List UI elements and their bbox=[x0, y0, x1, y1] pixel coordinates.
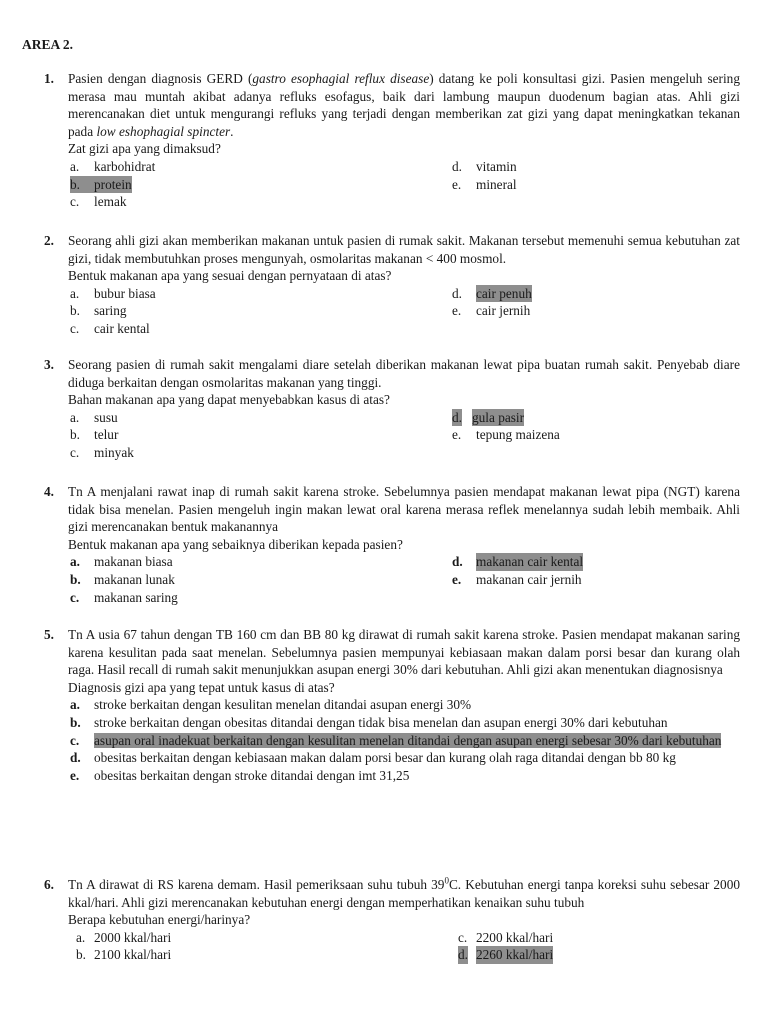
option-d-answer[interactable]: d. cair penuh bbox=[452, 285, 532, 301]
options bbox=[70, 409, 740, 462]
option-e[interactable]: e. cair jernih bbox=[452, 303, 531, 319]
question-stem: Tn A menjalani rawat inap di rumah sakit karena stroke. Sebelumnya pasien mendapat makanan lewat pipa (NGT) karena tidak bisa menelan. Pasien mengeluh ingin makan lewat oral karena merasa reflek menelannya sudah lebih membaik. Ahli gizi merencanakan bentuk makanannya bbox=[68, 484, 740, 535]
option-c[interactable]: c. minyak bbox=[70, 444, 134, 460]
option-e[interactable]: e. mineral bbox=[452, 176, 517, 192]
option-a[interactable]: a. susu bbox=[70, 409, 118, 425]
question-prompt: Berapa kebutuhan energi/harinya? bbox=[68, 912, 251, 928]
option-b[interactable]: b. 2100 kkal/hari bbox=[76, 947, 172, 963]
question-1 bbox=[44, 70, 740, 211]
option-b[interactable]: b. makanan lunak bbox=[70, 571, 175, 587]
question-prompt: Bahan makanan apa yang dapat menyebabkan kasus di atas? bbox=[68, 392, 390, 408]
question-stem: Seorang ahli gizi akan memberikan makanan untuk pasien di rumak sakit. Makanan tersebut memenuhi semua kebutuhan zat gizi, tidak membutuhkan proses mengunyah, osmolaritas makanan < 400 mosmol. bbox=[68, 233, 740, 266]
question-number: 3. bbox=[44, 357, 54, 372]
option-d[interactable]: d. vitamin bbox=[452, 158, 517, 174]
option-a[interactable]: a. stroke berkaitan dengan kesulitan menelan ditandai asupan energi 30% bbox=[70, 697, 472, 713]
question-number: 1. bbox=[44, 71, 54, 86]
question-stem: Tn A dirawat di RS karena demam. Hasil pemeriksaan suhu tubuh $39^0C$. Kebutuhan energi tanpa koreksi suhu sebesar 2000 kkal/hari. Ahli gizi merencanakan kebutuhan energi dengan memperhatikan kenaikan suhu tubuh bbox=[68, 875, 740, 910]
option-a[interactable]: a. bubur biasa bbox=[70, 285, 156, 301]
option-b[interactable]: b. stroke berkaitan dengan obesitas ditandai dengan tidak bisa menelan dan asupan energi 30% dari kebutuhan bbox=[70, 714, 668, 730]
question-6 bbox=[44, 876, 740, 964]
question-stem: Tn A usia 67 tahun dengan TB 160 cm dan BB 80 kg dirawat di rumah sakit karena stroke. Pasien mendapat makanan saring karena kesulitan pada saat menelan. Sebelumnya pasien mempunyai kebiasaan makan dalam porsi besar dan kurang olah raga. Hasil recall di rumah sakit menunjukkan asupan energi 30% dari kebutuhan. Ahli gizi akan menentukan diagnosisnya bbox=[68, 627, 740, 678]
option-d-answer[interactable]: d. makanan cair kental bbox=[452, 554, 584, 570]
option-a[interactable]: a. makanan biasa bbox=[70, 554, 173, 570]
question-prompt: Bentuk makanan apa yang sebaiknya diberikan kepada pasien? bbox=[68, 536, 403, 552]
option-e[interactable]: e. makanan cair jernih bbox=[452, 571, 582, 587]
question-stem: Pasien dengan diagnosis GERD (gastro esophagial reflux disease) datang ke poli konsultasi gizi. Pasien mengeluh sering merasa mau muntah akibat adanya refluks esofagus, baik dari lambung maupun duodenum bagian atas. Ahli gizi merencanakan diet untuk mengurangi refluks yang terjadi dengan memberikan zat gizi yang dapat meningkatkan tekanan pada low eshophagial spincter. bbox=[68, 71, 740, 139]
option-c[interactable]: c. cair kental bbox=[70, 320, 150, 336]
options bbox=[70, 285, 740, 338]
options bbox=[70, 553, 740, 606]
option-c[interactable]: c. makanan saring bbox=[70, 589, 178, 605]
question-number: 6. bbox=[44, 877, 54, 892]
question-stem: Seorang pasien di rumah sakit mengalami diare setelah diberikan makanan lewat pipa buatan rumah sakit. Penyebab diare diduga berkaitan dengan osmolaritas makanan yang tinggi. bbox=[68, 357, 740, 390]
option-e[interactable]: e. obesitas berkaitan dengan stroke ditandai dengan imt 31,25 bbox=[70, 767, 410, 783]
option-b-answer[interactable]: b. protein bbox=[70, 176, 132, 192]
question-4 bbox=[44, 483, 740, 606]
option-a[interactable]: a. 2000 kkal/hari bbox=[76, 929, 172, 945]
question-prompt: Zat gizi apa yang dimaksud? bbox=[68, 141, 221, 157]
question-prompt: Diagnosis gizi apa yang tepat untuk kasus di atas? bbox=[68, 679, 335, 695]
question-number: 2. bbox=[44, 233, 54, 248]
option-d-answer[interactable]: d. gula pasir bbox=[452, 409, 525, 425]
question-number: 4. bbox=[44, 484, 54, 499]
option-d[interactable]: d. obesitas berkaitan dengan kebiasaan makan dalam porsi besar dan kurang olah raga ditandai dengan bb 80 kg bbox=[70, 750, 676, 766]
option-b[interactable]: b. saring bbox=[70, 303, 127, 319]
option-e[interactable]: e. tepung maizena bbox=[452, 427, 560, 443]
option-a[interactable]: a. karbohidrat bbox=[70, 158, 156, 174]
option-c-answer[interactable]: c. asupan oral inadekuat berkaitan dengan kesulitan menelan ditandai dengan asupan energi sebesar 30% dari kebutuhan bbox=[70, 732, 722, 748]
option-c[interactable]: c. lemak bbox=[70, 194, 127, 210]
question-2 bbox=[44, 232, 740, 338]
option-b[interactable]: b. telur bbox=[70, 427, 119, 443]
page-title: AREA 2. bbox=[22, 37, 74, 52]
question-5 bbox=[44, 626, 740, 784]
options bbox=[70, 696, 740, 784]
option-d-answer[interactable]: d. 2260 kkal/hari bbox=[458, 947, 554, 963]
question-prompt: Bentuk makanan apa yang sesuai dengan pernyataan di atas? bbox=[68, 268, 392, 284]
options bbox=[76, 929, 740, 964]
question-3 bbox=[44, 356, 740, 462]
option-c[interactable]: c. 2200 kkal/hari bbox=[458, 929, 554, 945]
options bbox=[70, 158, 740, 211]
question-number: 5. bbox=[44, 627, 54, 642]
